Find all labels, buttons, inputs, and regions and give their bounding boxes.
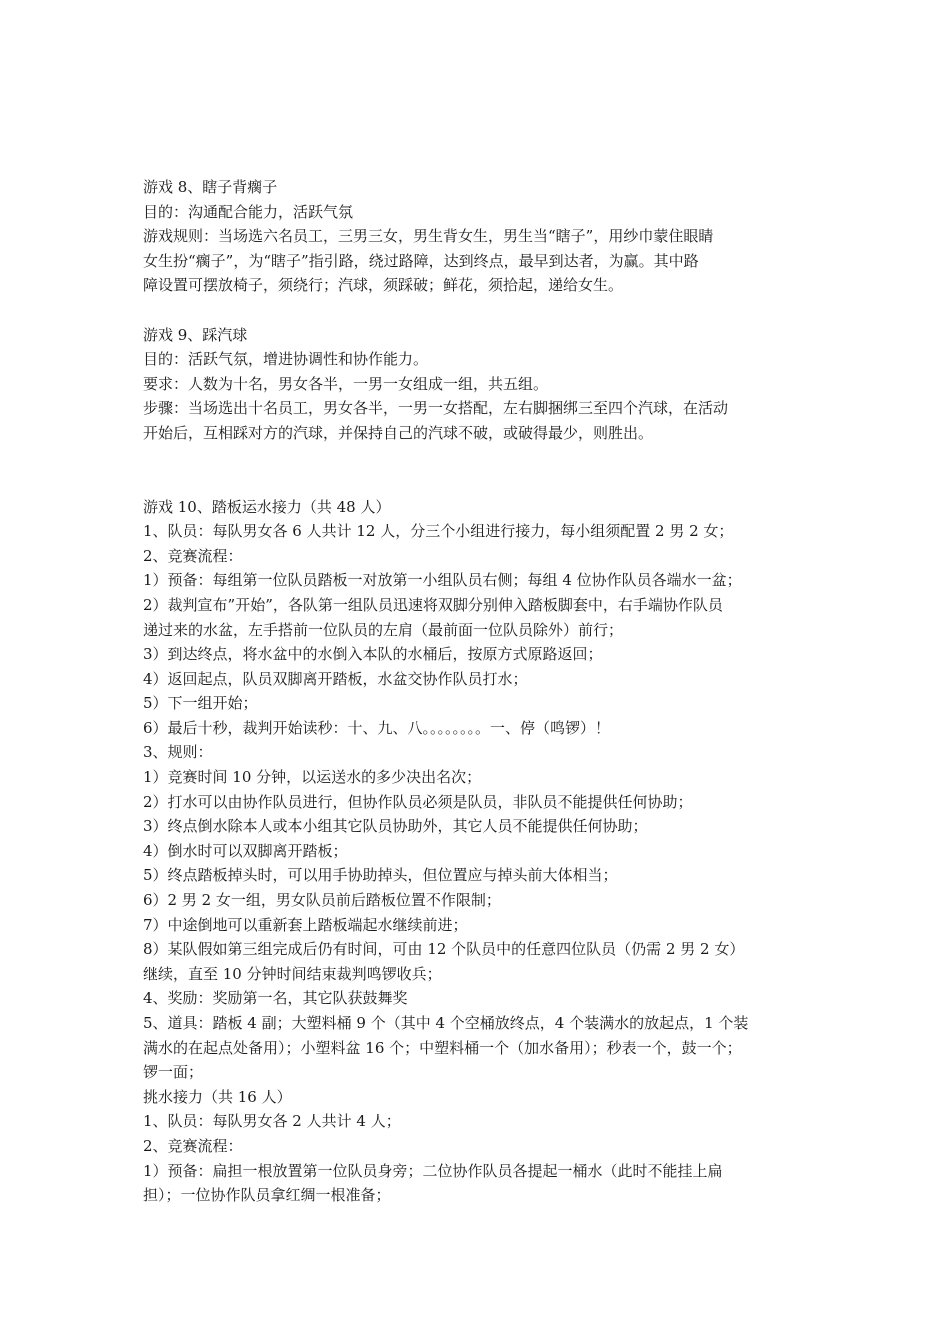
game10-line: 7）中途倒地可以重新套上踏板端起水继续前进； <box>143 915 468 934</box>
relay-section <box>143 1085 823 1208</box>
game9-title: 游戏 9、踩汽球 <box>143 325 248 344</box>
game10-line: 递过来的水盆，左手搭前一位队员的左肩（最前面一位队员除外）前行； <box>143 620 624 639</box>
game9-steps-line: 步骤：当场选出十名员工，男女各半，一男一女搭配，左右脚捆绑三至四个汽球，在活动 <box>143 399 729 418</box>
game10-line: 2）裁判宣布”开始”，各队第一组队员迅速将双脚分别伸入踏板脚套中，右手端协作队员 <box>143 595 723 614</box>
game10-line: 3）到达终点，将水盆中的水倒入本队的水桶后，按原方式原路返回； <box>143 645 603 664</box>
game10-line: 4）倒水时可以双脚离开踏板； <box>143 841 348 860</box>
game8-purpose: 目的：沟通配合能力，活跃气氛 <box>143 202 354 221</box>
game10-line: 2）打水可以由协作队员进行，但协作队员必须是队员，非队员不能提供任何协助； <box>143 792 693 811</box>
paragraph-spacer <box>143 298 823 323</box>
relay-line: 1）预备：扁担一根放置第一位队员身旁；二位协作队员各提起一桶水（此时不能挂上扁 <box>143 1161 723 1180</box>
game10-line: 4）返回起点，队员双脚离开踏板，水盆交协作队员打水； <box>143 669 528 688</box>
document-body <box>143 175 823 1208</box>
relay-line: 担）；一位协作队员拿红绸一根准备； <box>143 1186 391 1205</box>
game10-line: 2、竞赛流程： <box>143 546 243 565</box>
game10-line: 5、道具：踏板 4 副；大塑料桶 9 个（其中 4 个空桶放终点，4 个装满水的放起点，1 个装 <box>143 1014 749 1032</box>
game10-line: 1）预备：每组第一位队员踏板一对放第一小组队员右侧；每组 4 位协作队员各端水一盆； <box>143 571 742 590</box>
game8-section <box>143 175 823 298</box>
game9-steps-line: 开始后，互相踩对方的汽球，并保持自己的汽球不破，或破得最少，则胜出。 <box>143 423 654 442</box>
game10-line: 锣一面； <box>143 1063 204 1082</box>
game10-line: 1、队员：每队男女各 6 人共计 12 人，分三个小组进行接力，每小组须配置 2 男 2 女； <box>143 522 734 541</box>
game10-line: 继续，直至 10 分钟时间结束裁判鸣锣收兵； <box>143 964 442 983</box>
game10-line: 8）某队假如第三组完成后仍有时间，可由 12 个队员中的任意四位队员（仍需 2 男 2 女） <box>143 940 745 959</box>
game9-requirement: 要求：人数为十名，男女各半，一男一女组成一组，共五组。 <box>143 374 549 393</box>
game8-rules-line: 女生扮“瘸子”，为“瞎子”指引路，绕过路障，达到终点，最早到达者，为赢。其中路 <box>143 251 699 270</box>
game10-line: 3）终点倒水除本人或本小组其它队员协助外，其它人员不能提供任何协助； <box>143 817 648 836</box>
game8-title: 游戏 8、瞎子背瘸子 <box>143 178 278 196</box>
game10-line: 3、规则： <box>143 743 213 762</box>
game10-line: 6）2 男 2 女一组，男女队员前后踏板位置不作限制； <box>143 891 501 910</box>
game10-line: 满水的在起点处备用）；小塑料盆 16 个；中塑料桶一个（加水备用）；秒表一个，鼓一个； <box>143 1038 742 1057</box>
game10-line: 6）最后十秒，裁判开始读秒：十、九、八。。。。。。。。一、停（鸣锣）！ <box>143 718 611 737</box>
relay-line: 1、队员：每队男女各 2 人共计 4 人； <box>143 1112 401 1131</box>
relay-line: 2、竞赛流程： <box>143 1136 243 1155</box>
game10-section <box>143 495 823 1085</box>
game10-line: 4、奖励：奖励第一名，其它队获鼓舞奖 <box>143 989 408 1008</box>
game9-section <box>143 323 823 446</box>
game10-line: 5）终点踏板掉头时，可以用手协助掉头，但位置应与掉头前大体相当； <box>143 866 618 885</box>
game10-line: 1）竞赛时间 10 分钟，以运送水的多少决出名次； <box>143 768 482 787</box>
game10-title: 游戏 10、踏板运水接力（共 48 人） <box>143 497 391 516</box>
game10-line: 5）下一组开始； <box>143 694 258 713</box>
game8-rules-line: 游戏规则：当场选六名员工，三男三女，男生背女生，男生当“瞎子”，用纱巾蒙住眼睛 <box>143 227 714 246</box>
relay-title: 挑水接力（共 16 人） <box>143 1087 292 1106</box>
paragraph-spacer <box>143 446 823 495</box>
game9-purpose: 目的：活跃气氛，增进协调性和协作能力。 <box>143 350 429 369</box>
game8-rules-line: 障设置可摆放椅子，须绕行；汽球，须踩破；鲜花，须拾起，递给女生。 <box>143 276 624 295</box>
